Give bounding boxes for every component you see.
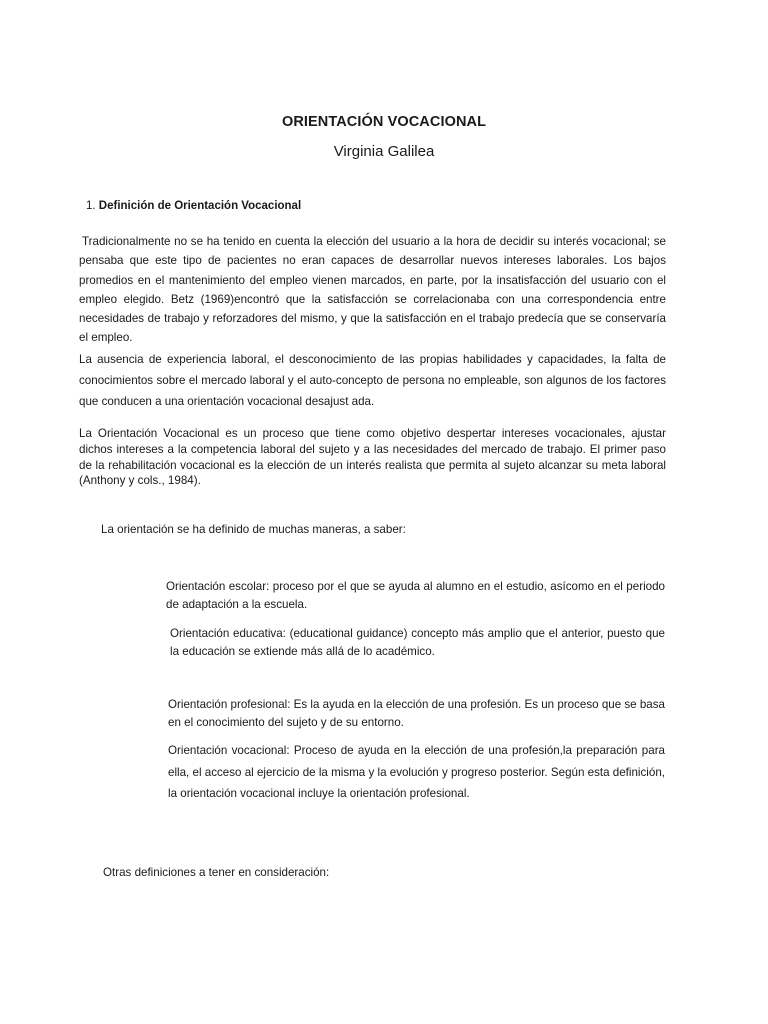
section-title: Definición de Orientación Vocacional (98, 200, 302, 212)
definitions-intro: La orientación se ha definido de muchas maneras, a saber: (101, 523, 406, 536)
paragraph-2: La ausencia de experiencia laboral, el desconocimiento de las propias habilidades y capacidades, la falta de conocimientos sobre el mercado laboral y el auto-concepto de persona no empleable, son algunos de los factores que conducen a una orientación vocacional desajust ada. (79, 353, 666, 408)
definition-vocacional: Orientación vocacional: Proceso de ayuda en la elección de una profesión,la preparación para ella, el acceso al ejercicio de la misma y la evolución y progreso posterior. Según esta definición, la orientación vocacional incluye la orientación profesional. (168, 744, 665, 800)
section-heading (86, 200, 301, 212)
paragraph-1: Tradicionalmente no se ha tenido en cuenta la elección del usuario a la hora de decidir su interés vocacional; se pensaba que este tipo de pacientes no eran capaces de desarrollar nuevos intereses laborales. Los bajos promedios en el mantenimiento del empleo vienen marcados, en parte, por la insatisfacción del usuario con el empleo elegido. Betz (1969)encontró que la satisfacción se correlacionaba con una correspondencia entre necesidades de trabajo y reforzadores del mismo, y que la satisfacción en el trabajo predecía que se conservaría el empleo. (79, 235, 666, 345)
section-number: 1. (86, 200, 96, 212)
definition-educativa: Orientación educativa: (educational guidance) concepto más amplio que el anterior, puesto que la educación se extiende más allá de lo académico. (170, 627, 665, 658)
document-author: Virginia Galilea (333, 143, 435, 160)
definition-escolar: Orientación escolar: proceso por el que se ayuda al alumno en el estudio, asícomo en el periodo de adaptación a la escuela. (166, 580, 665, 611)
document-title: ORIENTACIÓN VOCACIONAL (281, 114, 487, 130)
definition-profesional: Orientación profesional: Es la ayuda en la elección de una profesión. Es un proceso que se basa en el conocimiento del sujeto y de su entorno. (168, 698, 665, 729)
closing-line: Otras definiciones a tener en consideración: (103, 866, 330, 879)
paragraph-3: La Orientación Vocacional es un proceso que tiene como objetivo despertar intereses vocacionales, ajustar dichos intereses a la competencia laboral del sujeto y a las necesidades del mercado de trabajo. El primer paso de la rehabilitación vocacional es la elección de un interés realista que permita al sujeto alcanzar su meta laboral (Anthony y cols., 1984). (79, 427, 666, 488)
